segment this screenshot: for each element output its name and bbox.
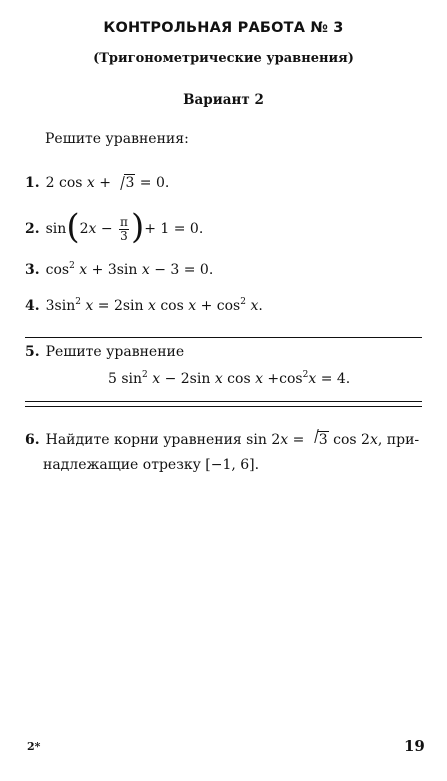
task-5-equation: 5 $\sin^2 x - 2\sin$ x $\cos x +\cos^2x = 4$. <box>108 370 351 387</box>
variant-label: Вариант 2 <box>183 92 264 108</box>
task-1-number: 1. <box>25 175 40 191</box>
task-6-line-2: надлежащие отрезку [−1, 6]. <box>43 457 260 473</box>
worksheet-title: КОНТРОЛЬНАЯ РАБОТА № 3 <box>103 20 344 36</box>
task-2-equation: sin(2x − $\frac{\pi}{3}$ )+ 1 = 0. <box>45 207 204 247</box>
instructions-text: Решите уравнения: <box>45 131 189 147</box>
task-3-equation: $\cos^2 x + 3\sin$ x − 3 = 0. <box>45 261 214 278</box>
divider-bottom-2 <box>25 406 422 407</box>
task-1 <box>25 175 169 191</box>
divider-top <box>25 337 422 338</box>
worksheet-subtitle: (Тригонометрические уравнения) <box>93 51 354 66</box>
task-1-equation: 2 cos x + 3 = 0. <box>45 175 170 191</box>
page-number: 19 <box>404 737 425 755</box>
task-3 <box>25 261 213 278</box>
task-4-equation: $3\sin^2$ x = 2sin x $\cos x + \cos^2 x$. <box>45 297 263 314</box>
signature-mark: 2* <box>27 740 41 753</box>
task-6 <box>25 428 425 478</box>
task-5-text: Решите уравнение <box>45 344 185 360</box>
task-5-number: 5. <box>25 344 40 360</box>
task-5 <box>25 344 184 360</box>
task-3-number: 3. <box>25 262 40 278</box>
task-6-number: 6. <box>25 432 40 448</box>
divider-bottom-1 <box>25 401 422 402</box>
task-2 <box>25 207 204 247</box>
task-2-number: 2. <box>25 221 40 237</box>
task-4 <box>25 297 263 314</box>
task-4-number: 4. <box>25 298 40 314</box>
task-6-line-1: 6. Найдите корни уравнения sin 2x = 3 cos 2x, при- <box>25 428 425 453</box>
